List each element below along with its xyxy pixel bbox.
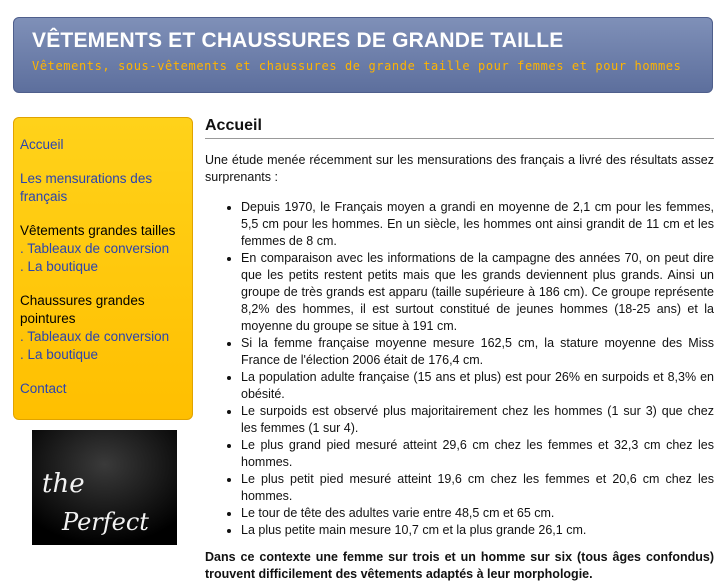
nav-link-shoes-shop[interactable]: . La boutique bbox=[20, 347, 99, 362]
nav-heading-shoes: Chaussures grandes pointures bbox=[20, 293, 145, 326]
nav-link-clothing-shop[interactable]: . La boutique bbox=[20, 259, 99, 274]
site-title[interactable]: VÊTEMENTS ET CHAUSSURES DE GRANDE TAILLE bbox=[32, 29, 564, 52]
intro-paragraph: Une étude menée récemment sur les mensurations des français a livré des résultats assez surprenants : bbox=[205, 153, 714, 184]
list-item: • En comparaison avec les informations de la campagne des années 70, on peut dire que les petits restent petits mais que les grands deviennent plus grands. Ainsi un groupe de très grands est apparu (taille supérieure à 186 cm). Ce groupe représente 8,2% des hommes, il est surtout constitué de jeunes hommes (18-25 ans) et la moyenne du groupe se situe à 191 cm. bbox=[241, 250, 714, 335]
nav-heading-clothing: Vêtements grandes tailles bbox=[20, 223, 176, 238]
ad-text-line1: the bbox=[42, 469, 85, 499]
nav-link-clothing-conversion[interactable]: . Tableaux de conversion bbox=[20, 241, 170, 256]
main-content bbox=[205, 117, 714, 583]
list-item: • Le plus grand pied mesuré atteint 29,6 cm chez les femmes et 32,3 cm chez les hommes. bbox=[241, 437, 714, 471]
list-item: • La population adulte française (15 ans et plus) est pour 26% en surpoids et 8,3% en obésité. bbox=[241, 369, 714, 403]
list-item: • Le plus petit pied mesuré atteint 19,6 cm chez les femmes et 20,6 cm chez les hommes. bbox=[241, 471, 714, 505]
closing-paragraph: Dans ce contexte une femme sur trois et un homme sur six (tous âges confondus) trouvent difficilement des vêtements adaptés à leur morphologie. bbox=[205, 550, 714, 581]
site-header bbox=[13, 17, 713, 93]
site-tagline: Vêtements, sous-vêtements et chaussures de grande taille pour femmes et pour hommes bbox=[32, 59, 682, 73]
nav-link-home[interactable]: Accueil bbox=[20, 137, 64, 152]
nav-link-contact[interactable]: Contact bbox=[20, 381, 67, 396]
list-item: • Le surpoids est observé plus majoritairement chez les hommes (1 sur 3) que chez les femmes (1 sur 4). bbox=[241, 403, 714, 437]
list-item: • La plus petite main mesure 10,7 cm et la plus grande 26,1 cm. bbox=[241, 522, 714, 539]
ad-banner-artwork bbox=[32, 430, 177, 545]
list-item: • Depuis 1970, le Français moyen a grandi en moyenne de 2,1 cm pour les femmes, 5,5 cm pour les hommes. En un siècle, les hommes ont ainsi grandit de 11 cm et les femmes de 8 cm. bbox=[241, 199, 714, 250]
list-item: • Si la femme française moyenne mesure 162,5 cm, la stature moyenne des Miss France de l'élection 2006 était de 176,4 cm. bbox=[241, 335, 714, 369]
list-item: • Le tour de tête des adultes varie entre 48,5 cm et 65 cm. bbox=[241, 505, 714, 522]
nav-link-shoes-conversion[interactable]: . Tableaux de conversion bbox=[20, 329, 170, 344]
ad-text-line2: Perfect bbox=[62, 508, 149, 536]
sidebar-nav bbox=[13, 117, 193, 420]
facts-list bbox=[205, 199, 714, 539]
ad-banner-image[interactable] bbox=[32, 430, 177, 545]
page-title: Accueil bbox=[205, 117, 714, 139]
nav-link-measurements[interactable]: Les mensurations des français bbox=[20, 171, 153, 204]
